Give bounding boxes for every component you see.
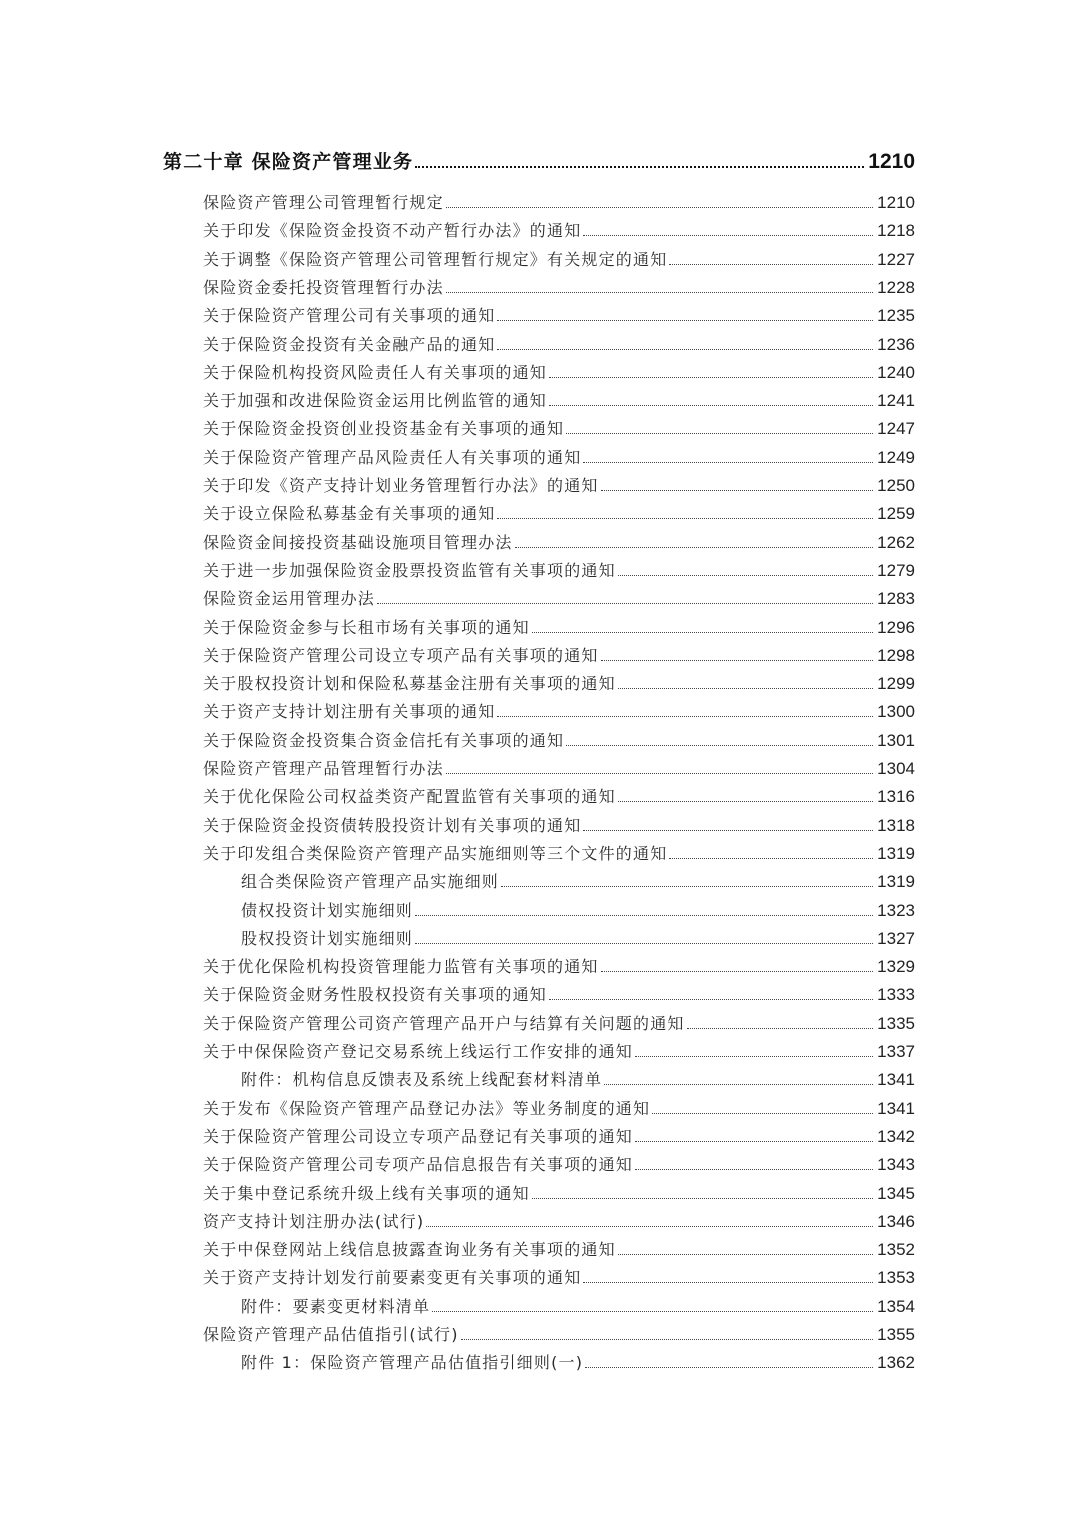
dot-leader <box>583 462 873 463</box>
toc-entry <box>203 642 915 666</box>
toc-entry <box>203 1010 915 1034</box>
toc-entry <box>203 981 915 1005</box>
entry-title: 关于保险资产管理公司设立专项产品有关事项的通知 <box>203 646 599 665</box>
entry-title: 资产支持计划注册办法(试行) <box>203 1212 425 1231</box>
chapter-title: 第二十章 保险资产管理业务 <box>163 151 414 173</box>
toc-entry <box>203 331 915 355</box>
toc-entry <box>203 812 915 836</box>
dot-leader <box>585 1367 873 1368</box>
entry-title: 关于加强和改进保险资金运用比例监管的通知 <box>203 391 548 410</box>
dot-leader <box>601 971 874 972</box>
toc-subentry <box>241 925 915 949</box>
entry-page-number: 1353 <box>877 1268 915 1287</box>
entry-title: 关于设立保险私募基金有关事项的通知 <box>203 504 496 523</box>
dot-leader <box>432 1311 873 1312</box>
dot-leader <box>446 773 873 774</box>
entry-title: 保险资金间接投资基础设施项目管理办法 <box>203 533 513 552</box>
toc-entry <box>203 444 915 468</box>
dot-leader <box>635 1056 873 1057</box>
entry-title: 关于股权投资计划和保险私募基金注册有关事项的通知 <box>203 674 616 693</box>
entry-page-number: 1341 <box>877 1070 915 1089</box>
entry-title: 关于进一步加强保险资金股票投资监管有关事项的通知 <box>203 561 616 580</box>
entry-page-number: 1210 <box>877 193 915 212</box>
dot-leader <box>532 632 873 633</box>
toc-entry <box>203 670 915 694</box>
dot-leader <box>601 660 874 661</box>
toc-subentry <box>241 1349 915 1373</box>
dot-leader <box>515 547 874 548</box>
entry-title: 保险资产管理公司管理暂行规定 <box>203 193 444 212</box>
dot-leader <box>601 490 874 491</box>
toc-entry <box>203 1095 915 1119</box>
entry-page-number: 1241 <box>877 391 915 410</box>
dot-leader <box>415 166 864 168</box>
entry-title: 关于印发组合类保险资产管理产品实施细则等三个文件的通知 <box>203 844 668 863</box>
toc-entry <box>203 1151 915 1175</box>
dot-leader <box>618 1254 873 1255</box>
chapter-page-number: 1210 <box>868 150 915 173</box>
dot-leader <box>618 575 873 576</box>
toc-subentry <box>241 1293 915 1317</box>
entry-page-number: 1298 <box>877 646 915 665</box>
entry-title: 关于中保登网站上线信息披露查询业务有关事项的通知 <box>203 1240 616 1259</box>
entry-title: 关于优化保险机构投资管理能力监管有关事项的通知 <box>203 957 599 976</box>
dot-leader <box>501 886 873 887</box>
dot-leader <box>604 1084 873 1085</box>
toc-entry <box>203 274 915 298</box>
dot-leader <box>415 915 873 916</box>
entry-page-number: 1227 <box>877 250 915 269</box>
dot-leader <box>446 207 873 208</box>
entry-title: 关于保险资产管理产品风险责任人有关事项的通知 <box>203 448 582 467</box>
toc-entry <box>203 472 915 496</box>
toc-entry <box>203 1180 915 1204</box>
entry-title: 关于保险资金投资创业投资基金有关事项的通知 <box>203 419 565 438</box>
entry-page-number: 1316 <box>877 787 915 806</box>
entry-page-number: 1296 <box>877 618 915 637</box>
toc-entry <box>203 557 915 581</box>
entry-page-number: 1333 <box>877 985 915 1004</box>
toc-entry <box>203 727 915 751</box>
dot-leader <box>415 943 873 944</box>
toc-entry <box>203 387 915 411</box>
dot-leader <box>635 1169 873 1170</box>
dot-leader <box>669 264 873 265</box>
dot-leader <box>549 405 873 406</box>
entry-title: 关于保险资金投资集合资金信托有关事项的通知 <box>203 731 565 750</box>
dot-leader <box>618 801 873 802</box>
dot-leader <box>669 858 873 859</box>
dot-leader <box>583 235 873 236</box>
toc-subentry <box>241 1066 915 1090</box>
entry-page-number: 1283 <box>877 589 915 608</box>
entry-page-number: 1346 <box>877 1212 915 1231</box>
toc-entry <box>203 953 915 977</box>
toc-entry <box>203 585 915 609</box>
dot-leader <box>566 745 873 746</box>
entry-title: 关于优化保险公司权益类资产配置监管有关事项的通知 <box>203 787 616 806</box>
entry-title: 关于调整《保险资产管理公司管理暂行规定》有关规定的通知 <box>203 250 668 269</box>
entry-title: 关于保险资金参与长租市场有关事项的通知 <box>203 618 530 637</box>
dot-leader <box>497 518 873 519</box>
entry-page-number: 1327 <box>877 929 915 948</box>
toc-entry <box>203 500 915 524</box>
dot-leader <box>446 292 873 293</box>
entry-title: 组合类保险资产管理产品实施细则 <box>241 872 500 891</box>
toc-entry <box>203 246 915 270</box>
entry-title: 关于资产支持计划发行前要素变更有关事项的通知 <box>203 1268 582 1287</box>
entry-page-number: 1235 <box>877 306 915 325</box>
entry-page-number: 1342 <box>877 1127 915 1146</box>
dot-leader <box>497 716 873 717</box>
entry-title: 关于印发《资产支持计划业务管理暂行办法》的通知 <box>203 476 599 495</box>
entry-title: 保险资产管理产品管理暂行办法 <box>203 759 444 778</box>
entry-page-number: 1362 <box>877 1353 915 1372</box>
dot-leader <box>549 377 873 378</box>
toc-entry <box>203 1208 915 1232</box>
entry-title: 关于保险资产管理公司资产管理产品开户与结算有关问题的通知 <box>203 1014 685 1033</box>
entry-title: 附件：机构信息反馈表及系统上线配套材料清单 <box>241 1070 603 1089</box>
toc-entry <box>203 217 915 241</box>
entry-title: 关于保险资金财务性股权投资有关事项的通知 <box>203 985 548 1004</box>
toc-entry <box>203 1264 915 1288</box>
entry-title: 关于中保保险资产登记交易系统上线运行工作安排的通知 <box>203 1042 634 1061</box>
entry-title: 保险资金运用管理办法 <box>203 589 376 608</box>
dot-leader <box>549 999 873 1000</box>
entry-title: 保险资产管理产品估值指引(试行) <box>203 1325 459 1344</box>
toc-entry <box>203 1236 915 1260</box>
entry-title: 关于发布《保险资产管理产品登记办法》等业务制度的通知 <box>203 1099 651 1118</box>
entry-page-number: 1240 <box>877 363 915 382</box>
entry-title: 关于保险资产管理公司专项产品信息报告有关事项的通知 <box>203 1155 634 1174</box>
toc-entry <box>203 415 915 439</box>
entry-page-number: 1247 <box>877 419 915 438</box>
entry-page-number: 1354 <box>877 1297 915 1316</box>
entry-page-number: 1304 <box>877 759 915 778</box>
toc-entry <box>203 189 915 213</box>
dot-leader <box>652 1113 873 1114</box>
entry-title: 关于保险机构投资风险责任人有关事项的通知 <box>203 363 548 382</box>
entry-title: 关于保险资产管理公司有关事项的通知 <box>203 306 496 325</box>
toc-entry <box>203 1038 915 1062</box>
entry-page-number: 1343 <box>877 1155 915 1174</box>
dot-leader <box>532 1198 873 1199</box>
entry-title: 关于资产支持计划注册有关事项的通知 <box>203 702 496 721</box>
entry-page-number: 1335 <box>877 1014 915 1033</box>
entry-page-number: 1228 <box>877 278 915 297</box>
entry-page-number: 1341 <box>877 1099 915 1118</box>
toc-subentry <box>241 897 915 921</box>
entry-page-number: 1300 <box>877 702 915 721</box>
entry-page-number: 1249 <box>877 448 915 467</box>
toc-entry <box>203 302 915 326</box>
entry-title: 保险资金委托投资管理暂行办法 <box>203 278 444 297</box>
toc-entry <box>203 1123 915 1147</box>
toc-entry <box>203 1321 915 1345</box>
toc-entry <box>203 755 915 779</box>
entry-title: 股权投资计划实施细则 <box>241 929 414 948</box>
entry-page-number: 1355 <box>877 1325 915 1344</box>
chapter-heading <box>163 146 915 174</box>
dot-leader <box>497 320 873 321</box>
dot-leader <box>566 433 873 434</box>
toc-entry <box>203 529 915 553</box>
dot-leader <box>635 1141 873 1142</box>
entry-page-number: 1299 <box>877 674 915 693</box>
entry-page-number: 1279 <box>877 561 915 580</box>
dot-leader <box>426 1226 873 1227</box>
entry-title: 关于印发《保险资金投资不动产暂行办法》的通知 <box>203 221 582 240</box>
toc-entry <box>203 840 915 864</box>
entry-page-number: 1262 <box>877 533 915 552</box>
dot-leader <box>497 349 873 350</box>
entry-page-number: 1319 <box>877 872 915 891</box>
toc-entry <box>203 614 915 638</box>
entry-page-number: 1323 <box>877 901 915 920</box>
entry-page-number: 1337 <box>877 1042 915 1061</box>
dot-leader <box>583 1282 873 1283</box>
entry-page-number: 1236 <box>877 335 915 354</box>
entry-page-number: 1301 <box>877 731 915 750</box>
entry-title: 附件 1：保险资产管理产品估值指引细则(一) <box>241 1353 584 1372</box>
entry-title: 关于保险资金投资有关金融产品的通知 <box>203 335 496 354</box>
entry-title: 债权投资计划实施细则 <box>241 901 414 920</box>
dot-leader <box>583 830 873 831</box>
entry-page-number: 1345 <box>877 1184 915 1203</box>
entry-page-number: 1218 <box>877 221 915 240</box>
dot-leader <box>461 1339 873 1340</box>
entry-page-number: 1318 <box>877 816 915 835</box>
entry-page-number: 1250 <box>877 476 915 495</box>
toc-entry <box>203 359 915 383</box>
entry-title: 附件：要素变更材料清单 <box>241 1297 431 1316</box>
entry-page-number: 1329 <box>877 957 915 976</box>
entry-title: 关于保险资金投资债转股投资计划有关事项的通知 <box>203 816 582 835</box>
toc-subentry <box>241 868 915 892</box>
entry-title: 关于集中登记系统升级上线有关事项的通知 <box>203 1184 530 1203</box>
toc-entry <box>203 783 915 807</box>
entry-page-number: 1259 <box>877 504 915 523</box>
entry-page-number: 1352 <box>877 1240 915 1259</box>
dot-leader <box>377 603 873 604</box>
entry-title: 关于保险资产管理公司设立专项产品登记有关事项的通知 <box>203 1127 634 1146</box>
entry-page-number: 1319 <box>877 844 915 863</box>
dot-leader <box>618 688 873 689</box>
toc-entry <box>203 698 915 722</box>
dot-leader <box>687 1028 874 1029</box>
